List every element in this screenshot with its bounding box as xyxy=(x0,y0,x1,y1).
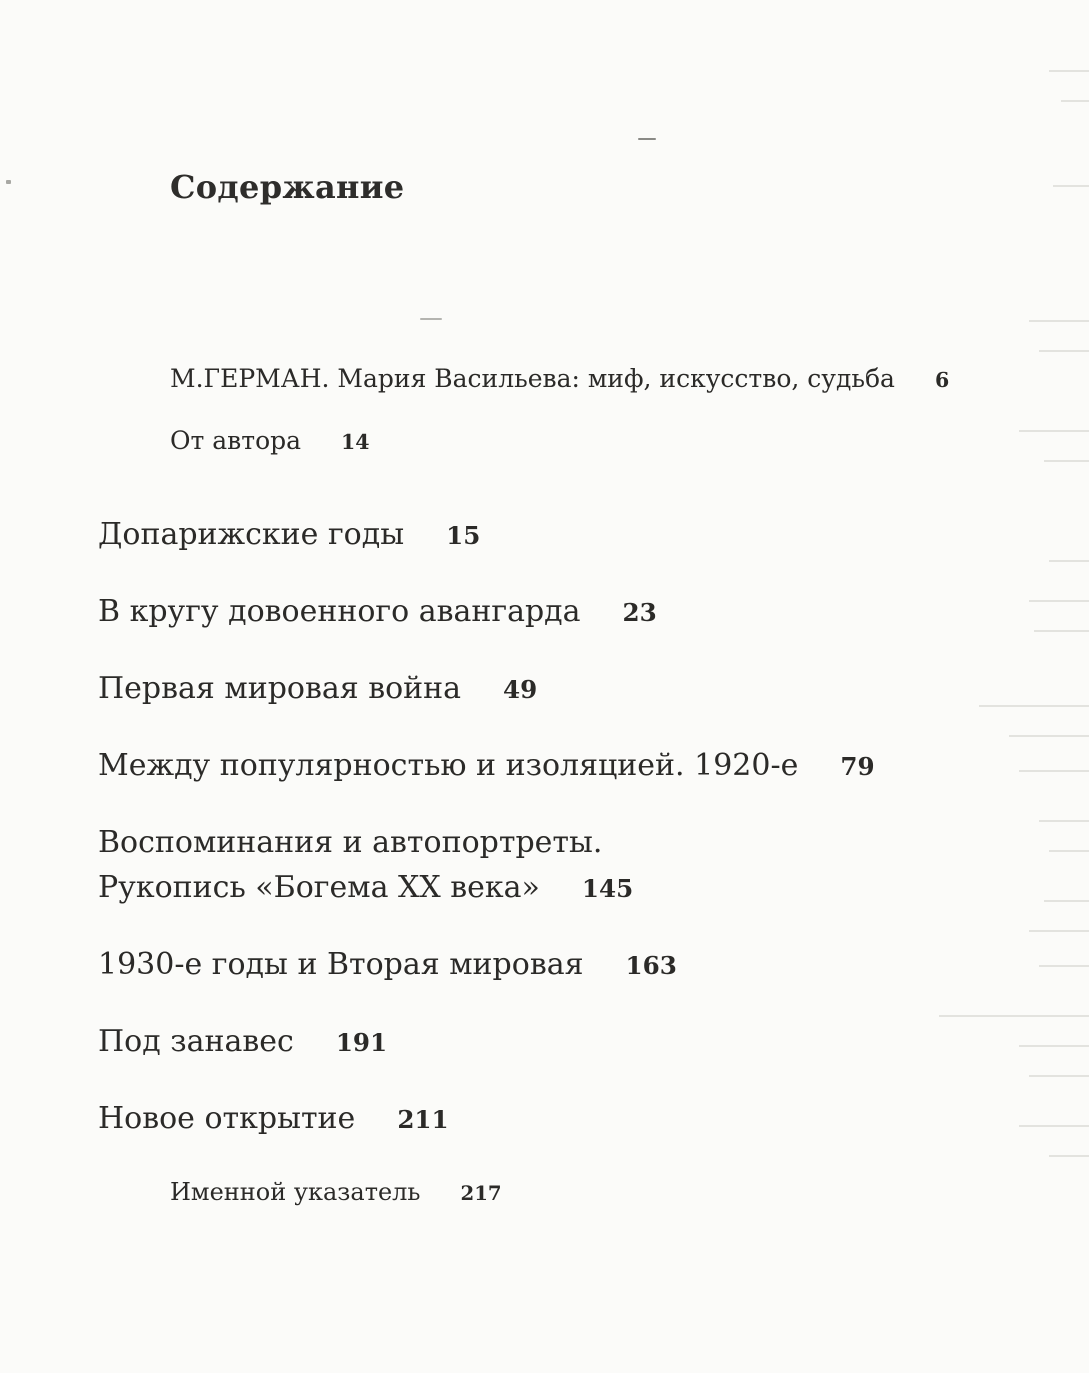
toc-chapter-title: Между популярностью и изоляцией. 1920-е xyxy=(98,748,799,783)
toc-entry-page: 217 xyxy=(460,1182,502,1205)
print-speck xyxy=(638,138,656,140)
toc-chapter xyxy=(98,820,633,911)
bleed-through-line xyxy=(1044,460,1089,462)
page-title: Содержание xyxy=(170,168,405,206)
toc-chapter-page: 79 xyxy=(840,752,875,781)
print-speck xyxy=(6,180,11,184)
bleed-through-line xyxy=(1029,600,1089,602)
bleed-through-line xyxy=(939,1015,1089,1017)
toc-chapter-title: Новое открытие xyxy=(98,1101,356,1136)
toc-chapter-page: 163 xyxy=(625,951,677,980)
toc-chapter-title: Допарижские годы xyxy=(98,517,405,552)
toc-entry-index xyxy=(170,1178,502,1206)
toc-chapter-title: В кругу довоенного авангарда xyxy=(98,594,581,629)
bleed-through-line xyxy=(1034,630,1089,632)
bleed-through-line xyxy=(1019,1125,1089,1127)
toc-entry-page: 6 xyxy=(934,368,950,392)
bleed-through-line xyxy=(1029,1075,1089,1077)
toc-chapter-page: 49 xyxy=(503,675,538,704)
bleed-through-line xyxy=(1049,560,1089,562)
toc-chapter xyxy=(98,666,537,712)
toc-chapter-page: 15 xyxy=(446,521,481,550)
bleed-through-line xyxy=(1049,70,1089,72)
toc-chapter-page: 23 xyxy=(622,598,657,627)
bleed-through-line xyxy=(1049,850,1089,852)
bleed-through-line xyxy=(1039,965,1089,967)
bleed-through-line xyxy=(1019,430,1089,432)
toc-chapter xyxy=(98,589,657,635)
bleed-through-line xyxy=(1044,900,1089,902)
toc-chapter xyxy=(98,743,875,789)
bleed-through-line xyxy=(1039,820,1089,822)
toc-entry-title: От автора xyxy=(170,426,302,455)
toc-chapter-title: Под занавес xyxy=(98,1024,294,1059)
toc-entry-page: 14 xyxy=(341,430,370,454)
print-speck xyxy=(420,318,442,320)
toc-chapter xyxy=(98,1096,449,1142)
toc-chapter-page: 211 xyxy=(397,1105,449,1134)
bleed-through-line xyxy=(979,705,1089,707)
bleed-through-line xyxy=(1019,1045,1089,1047)
toc-chapter-title-line2: Рукопись «Богема XX века» xyxy=(98,870,540,905)
bleed-through-line xyxy=(1029,320,1089,322)
toc-entry-title: М.ГЕРМАН. Мария Васильева: миф, искусство, судьба xyxy=(170,364,895,393)
toc-chapter-page: 191 xyxy=(335,1028,388,1057)
toc-chapter xyxy=(98,1019,387,1065)
bleed-through-line xyxy=(1009,735,1089,737)
toc-entry-from-author xyxy=(170,426,370,455)
bleed-through-line xyxy=(1053,185,1089,187)
bleed-through-line xyxy=(1061,100,1089,102)
bleed-through-line xyxy=(1039,350,1089,352)
toc-chapter xyxy=(98,512,480,558)
toc-chapter-page: 145 xyxy=(581,874,634,903)
toc-entry-title: Именной указатель xyxy=(170,1178,421,1206)
toc-chapter-title: 1930-е годы и Вторая мировая xyxy=(98,947,584,982)
bleed-through-line xyxy=(1049,1155,1089,1157)
bleed-through-line xyxy=(1029,930,1089,932)
toc-chapter-title-line1: Воспоминания и автопортреты. xyxy=(98,825,603,860)
toc-entry-foreword xyxy=(170,364,949,393)
bleed-through-line xyxy=(1019,770,1089,772)
toc-chapter xyxy=(98,942,677,988)
toc-chapter-title: Первая мировая война xyxy=(98,671,462,706)
